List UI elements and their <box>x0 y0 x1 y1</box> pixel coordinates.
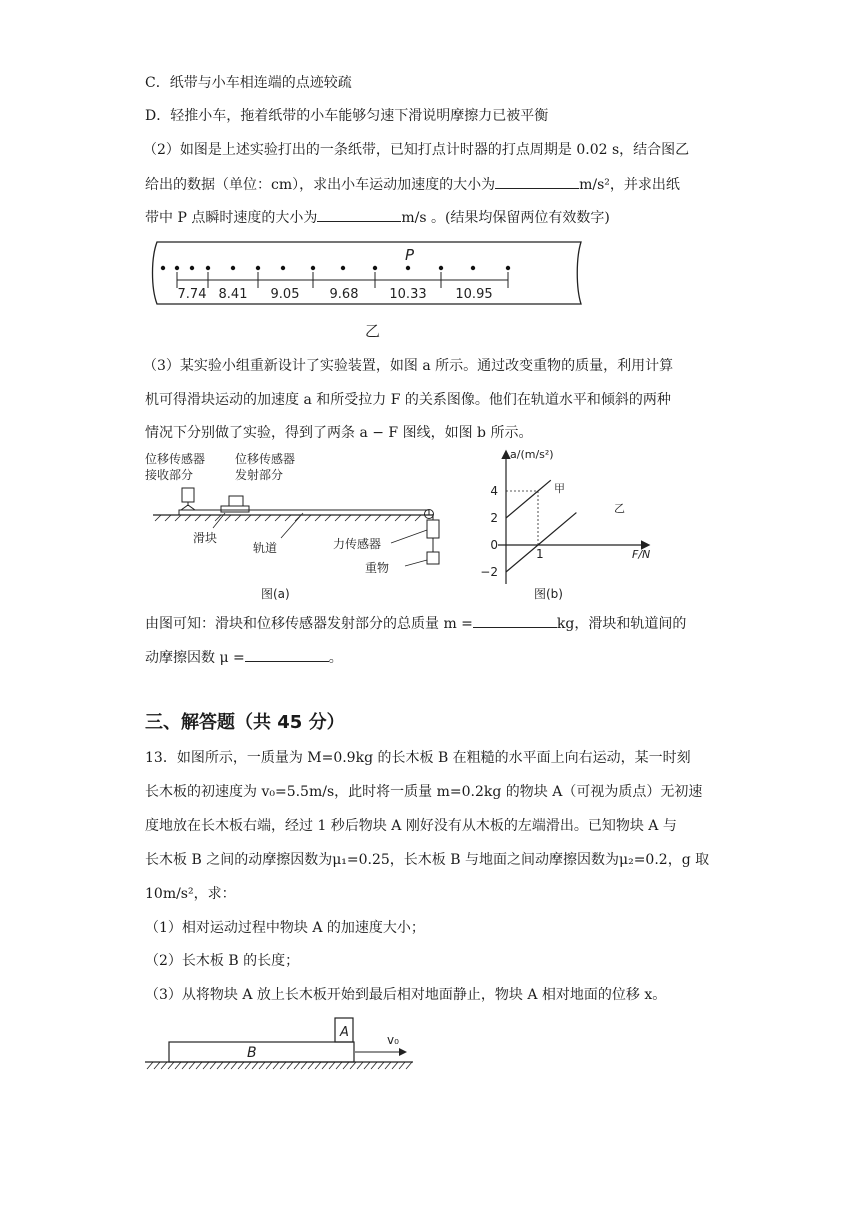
apparatus-figure-a <box>143 448 463 606</box>
tape-segment-3: 9.05 <box>270 287 300 302</box>
option-c: C．纸带与小车相连端的点迹较疏 <box>145 75 352 91</box>
y-tick-2: 2 <box>490 511 498 525</box>
tape-point-label: P <box>405 246 415 264</box>
line-yi-label: 乙 <box>614 502 625 515</box>
friction-coefficient-blank[interactable] <box>245 647 329 662</box>
weight-label: 重物 <box>365 561 390 575</box>
tape-segment-2: 8.41 <box>218 287 248 302</box>
q2-line3 <box>145 207 610 228</box>
receiver-label-1: 位移传感器 <box>145 452 206 466</box>
q13-line4: 长木板 B 之间的动摩擦因数为μ₁=0.25，长木板 B 与地面之间动摩擦因数为μ₂=0.2，g 取 <box>145 852 710 868</box>
q13-sub2: （2）长木板 B 的长度； <box>145 953 300 969</box>
q2-line2-text: 给出的数据（单位：cm），求出小车运动加速度的大小为 <box>145 177 496 193</box>
y-axis-label: a/(m/s²) <box>510 448 554 461</box>
tape-segment-5: 10.33 <box>389 287 427 302</box>
q2-line2-unit: m/s²，并求出纸 <box>579 177 680 193</box>
emitter-label-2: 发射部分 <box>235 468 284 482</box>
x-axis-label: F/N <box>632 548 651 561</box>
q3-answer-line1 <box>145 613 686 634</box>
track-label: 轨道 <box>253 541 278 555</box>
q2-line3-unit: m/s 。(结果均保留两位有效数字) <box>401 210 610 226</box>
q3-answer-line1-text: 由图可知：滑块和位移传感器发射部分的总质量 m = <box>145 616 473 632</box>
q3-answer-line1-unit: kg，滑块和轨道间的 <box>556 616 687 632</box>
y-tick-4: 4 <box>490 484 498 498</box>
tape-segment-1: 7.74 <box>177 287 207 302</box>
q13-sub3: （3）从将物块 A 放上长木板开始到最后相对地面静止，物块 A 相对地面的位移 x。 <box>145 987 667 1003</box>
q13-sub1: （1）相对运动过程中物块 A 的加速度大小； <box>145 920 425 936</box>
q3-answer-line2 <box>145 647 343 668</box>
q2-velocity-blank[interactable] <box>317 207 401 222</box>
x-tick-1: 1 <box>536 547 544 561</box>
fig-b-caption: 图(b) <box>534 587 563 601</box>
series-line-yi <box>506 513 576 572</box>
q2-line2 <box>145 174 680 195</box>
paper-tape-figure <box>143 238 613 343</box>
q3-line3: 情况下分别做了实验，得到了两条 a − F 图线，如图 b 所示。 <box>145 425 533 441</box>
y-tick-minus-2: −2 <box>480 565 498 579</box>
tape-caption: 乙 <box>365 322 381 340</box>
board-b-label: B <box>247 1045 257 1061</box>
q2-acceleration-blank[interactable] <box>495 174 579 189</box>
q13-line1: 13．如图所示，一质量为 M=0.9kg 的长木板 B 在粗糙的水平面上向右运动，某一时刻 <box>145 750 691 766</box>
y-tick-0: 0 <box>490 538 498 552</box>
q3-answer-line2-end: 。 <box>328 650 343 666</box>
option-d: D．轻推小车，拖着纸带的小车能够匀速下滑说明摩擦力已被平衡 <box>145 108 549 124</box>
line-jia-label: 甲 <box>554 482 565 495</box>
velocity-label: v₀ <box>387 1033 399 1047</box>
tape-segment-4: 9.68 <box>329 287 359 302</box>
series-line-jia <box>506 480 551 518</box>
receiver-label-2: 接收部分 <box>145 468 194 482</box>
q3-line1: （3）某实验小组重新设计了实验装置，如图 a 所示。通过改变重物的质量，利用计算 <box>143 358 674 374</box>
a-f-graph-figure-b <box>478 446 678 606</box>
board-block-figure <box>143 1012 423 1074</box>
tape-segment-6: 10.95 <box>455 287 493 302</box>
section-title: 三、解答题（共 45 分） <box>145 712 345 733</box>
slider-label: 滑块 <box>193 531 218 545</box>
fig-a-caption: 图(a) <box>261 587 290 601</box>
q2-line1: （2）如图是上述实验打出的一条纸带，已知打点计时器的打点周期是 0.02 s，结合图乙 <box>143 142 690 158</box>
mass-blank[interactable] <box>473 613 557 628</box>
q3-line2: 机可得滑块运动的加速度 a 和所受拉力 F 的关系图像。他们在轨道水平和倾斜的两种 <box>145 392 671 408</box>
q3-answer-line2-text: 动摩擦因数 μ = <box>145 650 245 666</box>
block-a-label: A <box>340 1025 349 1040</box>
q13-line2: 长木板的初速度为 v₀=5.5m/s，此时将一质量 m=0.2kg 的物块 A（可视为质点）无初速 <box>145 784 703 800</box>
q13-line3: 度地放在长木板右端，经过 1 秒后物块 A 刚好没有从木板的左端滑出。已知物块 A 与 <box>145 818 677 834</box>
q13-line5: 10m/s²，求： <box>145 886 236 902</box>
board-b <box>169 1042 354 1062</box>
emitter-label-1: 位移传感器 <box>235 452 296 466</box>
q2-line3-text: 带中 P 点瞬时速度的大小为 <box>145 210 318 226</box>
force-sensor-label: 力传感器 <box>333 537 382 551</box>
